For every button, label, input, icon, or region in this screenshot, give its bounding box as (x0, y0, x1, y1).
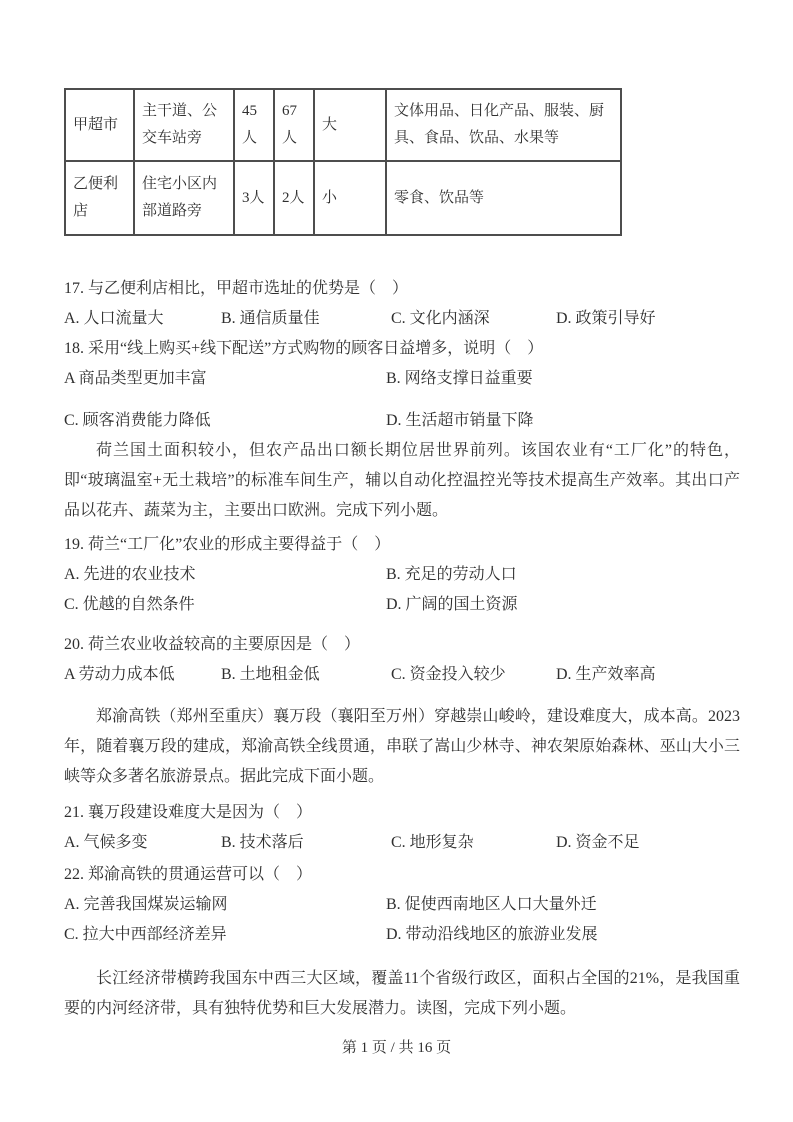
question-20-text: 20. 荷兰农业收益较高的主要原因是（ ） (64, 636, 361, 653)
page-content (64, 0, 740, 1024)
question-21-option-c: C. 地形复杂 (391, 834, 474, 851)
question-21-text: 21. 襄万段建设难度大是因为（ ） (64, 804, 313, 821)
question-20-option-a: A 劳动力成本低 (64, 666, 175, 683)
cell-location: 主干道、公交车站旁 (134, 89, 234, 161)
cell-location: 住宅小区内部道路旁 (134, 161, 234, 235)
cell-flow1: 3人 (234, 161, 274, 235)
question-21-option-a: A. 气候多变 (64, 834, 148, 851)
question-22-option-b: B. 促使西南地区人口大量外迁 (386, 896, 597, 913)
question-17-options (64, 304, 740, 334)
passage-zhengyu-railway: 郑渝高铁（郑州至重庆）襄万段（襄阳至万州）穿越崇山峻岭，建设难度大，成本高。2023年，随着襄万段的建成，郑渝高铁全线贯通，串联了嵩山少林寺、神农架原始森林、巫山大小三峡等众多著名旅游景点。据此完成下面小题。 (64, 708, 740, 785)
page-number: 第 1 页 / 共 16 页 (341, 1040, 452, 1056)
question-17-text: 17. 与乙便利店相比，甲超市选址的优势是（ ） (64, 280, 409, 297)
question-18-option-c: C. 顾客消费能力降低 (64, 412, 211, 429)
cell-goods: 零食、饮品等 (386, 161, 621, 235)
question-21-option-d: D. 资金不足 (556, 834, 640, 851)
passage-netherlands-agriculture: 荷兰国土面积较小，但农产品出口额长期位居世界前列。该国农业有“工厂化”的特色，即“玻璃温室+无土栽培”的标准车间生产，辅以自动化控温控光等技术提高生产效率。其出口产品以花卉、蔬菜为主，主要出口欧洲。完成下列小题。 (64, 442, 740, 519)
cell-scale: 小 (314, 161, 386, 235)
passage-yangtze-economic-belt: 长江经济带横跨我国东中西三大区域，覆盖11个省级行政区，面积占全国的21%，是我国重要的内河经济带，具有独特优势和巨大发展潜力。读图，完成下列小题。 (64, 970, 740, 1017)
question-19-options-row2 (64, 590, 740, 620)
question-18-option-d: D. 生活超市销量下降 (386, 412, 534, 429)
question-19-option-c: C. 优越的自然条件 (64, 596, 195, 613)
question-17-option-b: B. 通信质量佳 (221, 310, 320, 327)
cell-flow2: 67人 (274, 89, 314, 161)
question-17-option-c: C. 文化内涵深 (391, 310, 490, 327)
question-21-option-b: B. 技术落后 (221, 834, 304, 851)
table-row-supermarket (65, 89, 621, 161)
question-19-option-d: D. 广阔的国土资源 (386, 596, 518, 613)
cell-store-name: 甲超市 (65, 89, 134, 161)
store-comparison-table (64, 88, 622, 236)
question-18-option-a: A 商品类型更加丰富 (64, 370, 207, 387)
question-18-text: 18. 采用“线上购买+线下配送”方式购物的顾客日益增多，说明（ ） (64, 340, 544, 357)
question-20-option-b: B. 土地租金低 (221, 666, 320, 683)
question-20-options (64, 660, 740, 690)
question-18-options-row2 (64, 406, 740, 436)
question-22-option-c: C. 拉大中西部经济差异 (64, 926, 227, 943)
question-20-option-d: D. 生产效率高 (556, 666, 656, 683)
question-22-options-row1 (64, 890, 740, 920)
cell-store-name: 乙便利店 (65, 161, 134, 235)
cell-scale: 大 (314, 89, 386, 161)
table-row-convenience-store (65, 161, 621, 235)
question-21-options (64, 828, 740, 858)
question-19-options-row1 (64, 560, 740, 590)
cell-goods: 文体用品、日化产品、服装、厨具、食品、饮品、水果等 (386, 89, 621, 161)
cell-flow2: 2人 (274, 161, 314, 235)
question-22-text: 22. 郑渝高铁的贯通运营可以（ ） (64, 866, 313, 883)
question-17-option-d: D. 政策引导好 (556, 310, 656, 327)
question-19-option-a: A. 先进的农业技术 (64, 566, 196, 583)
question-18-option-b: B. 网络支撑日益重要 (386, 370, 533, 387)
question-17-option-a: A. 人口流量大 (64, 310, 164, 327)
question-19-option-b: B. 充足的劳动人口 (386, 566, 517, 583)
cell-flow1: 45人 (234, 89, 274, 161)
question-19-text: 19. 荷兰“工厂化”农业的形成主要得益于（ ） (64, 536, 391, 553)
question-20-option-c: C. 资金投入较少 (391, 666, 506, 683)
question-22-option-d: D. 带动沿线地区的旅游业发展 (386, 926, 598, 943)
question-22-option-a: A. 完善我国煤炭运输网 (64, 896, 228, 913)
question-22-options-row2 (64, 920, 740, 950)
question-18-options-row1 (64, 364, 740, 394)
